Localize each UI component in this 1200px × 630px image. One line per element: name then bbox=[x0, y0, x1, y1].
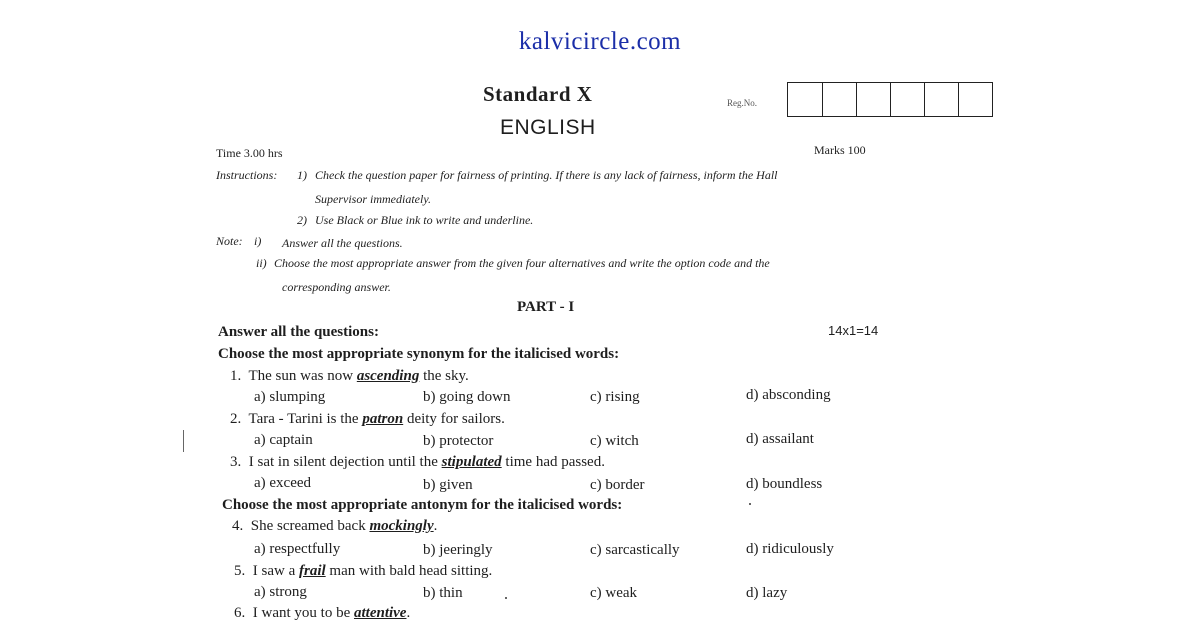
antonym-section-heading: Choose the most appropriate antonym for the italicised words: bbox=[222, 497, 623, 513]
option-c: c) rising bbox=[590, 389, 640, 405]
option-b: b) protector bbox=[423, 433, 494, 449]
reg-no-label: Reg.No. bbox=[727, 98, 757, 108]
question-4 bbox=[232, 518, 437, 535]
question-text: . bbox=[433, 518, 438, 534]
time-label: Time 3.00 hrs bbox=[216, 146, 283, 160]
question-2 bbox=[230, 411, 505, 428]
question-keyword: mockingly bbox=[369, 518, 434, 534]
standard-heading: Standard X bbox=[483, 82, 593, 106]
instruction-2-line1: Use Black or Blue ink to write and underline. bbox=[315, 213, 534, 227]
note-2-line2: corresponding answer. bbox=[282, 280, 391, 294]
question-number: 4. bbox=[232, 518, 244, 534]
question-number: 2. bbox=[230, 411, 242, 427]
instruction-2-number: 2) bbox=[297, 213, 307, 227]
question-1 bbox=[230, 368, 469, 385]
instruction-1-line1: Check the question paper for fairness of printing. If there is any lack of fairness, inform the Hall bbox=[315, 168, 778, 182]
note-label: Note: bbox=[216, 234, 243, 248]
question-3 bbox=[230, 454, 605, 471]
synonym-section-heading: Choose the most appropriate synonym for the italicised words: bbox=[218, 346, 620, 362]
part-heading: PART - I bbox=[517, 299, 575, 315]
option-b: b) jeeringly bbox=[423, 542, 493, 558]
question-keyword: stipulated bbox=[441, 454, 502, 470]
option-d: d) absconding bbox=[746, 387, 831, 403]
question-keyword: frail bbox=[298, 563, 326, 579]
option-a: a) exceed bbox=[254, 475, 312, 491]
question-text: Tara - Tarini is the bbox=[248, 411, 363, 427]
question-text: The sun was now bbox=[248, 368, 357, 384]
question-text: time had passed. bbox=[501, 454, 605, 470]
subject-heading: ENGLISH bbox=[500, 116, 596, 139]
option-d: d) assailant bbox=[746, 431, 814, 447]
question-text: deity for sailors. bbox=[403, 411, 505, 427]
note-2-number: ii) bbox=[256, 256, 267, 270]
site-watermark: kalvicircle.com bbox=[518, 28, 682, 55]
question-keyword: attentive bbox=[353, 605, 407, 621]
question-number: 6. bbox=[234, 605, 246, 621]
question-number: 3. bbox=[230, 454, 242, 470]
question-keyword: patron bbox=[362, 411, 404, 427]
answer-all-heading: Answer all the questions: bbox=[218, 324, 379, 340]
reg-no-cell bbox=[788, 83, 822, 116]
reg-no-cell bbox=[958, 83, 992, 116]
option-c: c) sarcastically bbox=[590, 542, 680, 558]
question-number: 1. bbox=[230, 368, 242, 384]
option-a: a) respectfully bbox=[254, 541, 341, 557]
marks-scheme: 14x1=14 bbox=[828, 323, 879, 338]
question-text: She screamed back bbox=[250, 518, 370, 534]
option-b: b) given bbox=[423, 477, 473, 493]
reg-no-boxes bbox=[787, 82, 993, 117]
option-b: b) thin bbox=[423, 585, 463, 601]
question-keyword: ascending bbox=[356, 368, 420, 384]
note-1-line1: Answer all the questions. bbox=[282, 236, 403, 250]
question-text: I sat in silent dejection until the bbox=[248, 454, 442, 470]
question-number: 5. bbox=[234, 563, 246, 579]
scan-artifact bbox=[505, 597, 507, 599]
scan-artifact bbox=[749, 503, 751, 505]
option-c: c) weak bbox=[590, 585, 638, 601]
question-5 bbox=[234, 563, 492, 580]
reg-no-cell bbox=[924, 83, 958, 116]
question-text: the sky. bbox=[419, 368, 469, 384]
reg-no-cell bbox=[890, 83, 924, 116]
question-text: . bbox=[406, 605, 411, 621]
question-text: I want you to be bbox=[252, 605, 354, 621]
reg-no-cell bbox=[856, 83, 890, 116]
reg-no-cell bbox=[822, 83, 856, 116]
option-b: b) going down bbox=[423, 389, 511, 405]
note-1-number: i) bbox=[254, 234, 262, 248]
question-6 bbox=[234, 605, 410, 622]
question-text: I saw a bbox=[252, 563, 299, 579]
option-d: d) lazy bbox=[746, 585, 788, 601]
option-a: a) strong bbox=[254, 584, 307, 600]
option-c: c) border bbox=[590, 477, 645, 493]
option-c: c) witch bbox=[590, 433, 639, 449]
marks-label: Marks 100 bbox=[814, 143, 866, 157]
option-a: a) slumping bbox=[254, 389, 326, 405]
instruction-1-number: 1) bbox=[297, 168, 307, 182]
instructions-label: Instructions: bbox=[216, 168, 278, 182]
option-d: d) boundless bbox=[746, 476, 823, 492]
note-2-line1: Choose the most appropriate answer from the given four alternatives and write the option code and the bbox=[274, 256, 770, 270]
option-a: a) captain bbox=[254, 432, 313, 448]
option-d: d) ridiculously bbox=[746, 541, 834, 557]
question-text: man with bald head sitting. bbox=[325, 563, 493, 579]
instruction-1-line2: Supervisor immediately. bbox=[315, 192, 431, 206]
scan-artifact bbox=[183, 430, 184, 452]
